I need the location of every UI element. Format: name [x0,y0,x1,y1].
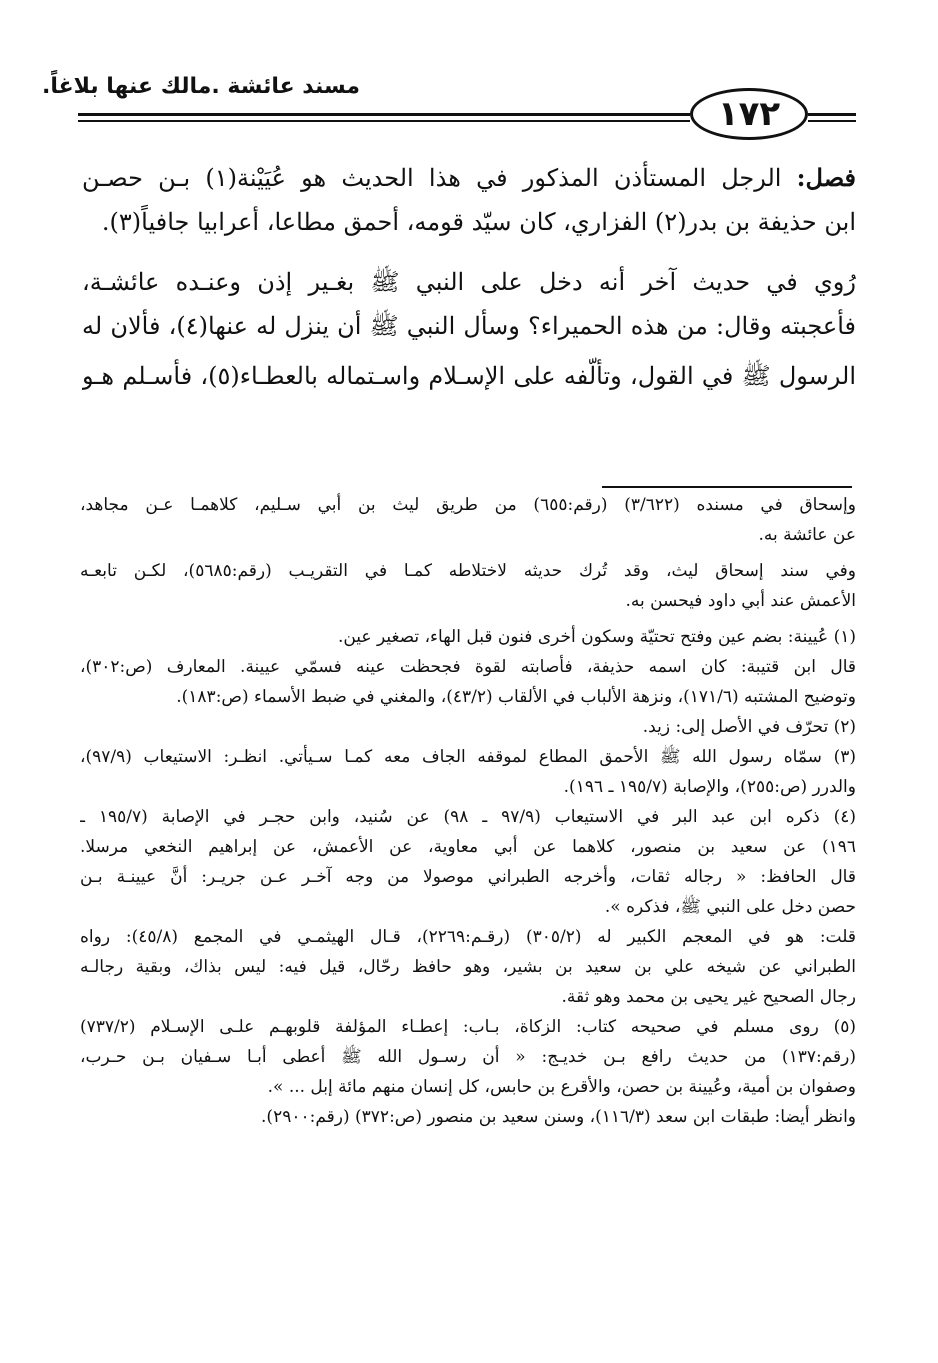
footnote-line: الطبراني عن شيخه علي بن سعيد بن بشير، وهو حافظ رحّال، قيل فيه: ليس بذاك، وبقية رجالـه [80,957,856,977]
footnote-line: حصن دخل على النبي ﷺ، فذكره ». [604,897,856,917]
footnote-line: وتوضيح المشتبه (١٧١/٦)، ونزهة الألباب في الألقاب (٤٣/٢)، والمغني في ضبط الأسماء (ص:١٨٣). [176,687,856,707]
page-number-badge [690,88,808,140]
header-rule-bottom [78,120,690,122]
header-rule-right-top [808,113,856,116]
header-rule-right-bottom [808,120,856,122]
main-text [82,156,856,398]
body-line: فصل: الرجل المستأذن المذكور في هذا الحديث هو عُيَيْنة(١) بـن حصـن [82,163,856,192]
running-header-title: مسند عائشة .مالك عنها بلاغاً. [41,74,360,99]
footnote-line: والدرر (ص:٢٥٥)، والإصابة (١٩٥/٧ ـ ١٩٦). [563,777,856,797]
footnote-line: قال الحافظ: « رجاله ثقات، وأخرجه الطبراني موصولا من وجه آخـر عـن جريـر: أنَّ عيينـة بـن [80,867,856,887]
footnote-line: عن عائشة به. [758,525,856,545]
footnote-line: وانظر أيضا: طبقات ابن سعد (١١٦/٣)، وسنن سعيد بن منصور (ص:٣٧٢) (رقم:٢٩٠٠). [261,1107,856,1127]
footnote-line: (٣) سمّاه رسول الله ﷺ الأحمق المطاع لموقفه الجاف معه كمـا سـيأتي. انظـر: الاستيعاب (٩٧/٩)، [80,747,856,767]
footnote-line: قال ابن قتيبة: كان اسمه حذيفة، فأصابته لقوة فجحظت عينه فسمّي عيينة. المعارف (ص:٣٠٢)، [80,657,856,677]
body-line: الرسول ﷺ في القول، وتألّفه على الإسـلام واسـتماله بالعطـاء(٥)، فأسـلم هـو [82,362,856,390]
footnote-line: قلت: هو في المعجم الكبير له (٣٠٥/٢) (رقـم:٢٢٦٩)، قـال الهيثمـي في المجمع (٤٥/٨): رواه [80,927,856,947]
header-rule-top [78,113,690,116]
footnote-line: رجال الصحيح غير يحيى بن محمد وهو ثقة. [561,987,856,1007]
body-line: رُوي في حديث آخر أنه دخل على النبي ﷺ بغـير إذن وعنـده عائشـة، [82,268,856,296]
footnote-line: وصفوان بن أمية، وعُيينة بن حصن، والأقرع بن حابس، كل إنسان منهم مائة إبل ... ». [267,1077,856,1097]
footnote-line: (٥) روى مسلم في صحيحه كتاب: الزكاة، بـاب: إعطـاء المؤلفة قلوبهـم علـى الإسـلام (٧٣٧/٢) [80,1017,856,1037]
footnote-line: (٤) ذكره ابن عبد البر في الاستيعاب (٩٧/٩ ـ ٩٨) عن سُنيد، وابن حجـر في الإصابة (١٩٥/٧ ـ [80,807,856,827]
footnote-line: الأعمش عند أبي داود فيحسن به. [625,591,856,611]
section-label: فصل: [796,163,856,192]
body-line: ابن حذيفة بن بدر(٢) الفزاري، كان سيّد قومه، أحمق مطاعا، أعرابيا جافياً(٣). [101,208,856,236]
footnote-line: (رقم:١٣٧) من حديث رافع بـن خديـج: « أن رسـول الله ﷺ أعطى أبـا سـفيان بـن حـرب، [80,1047,856,1067]
footnote-line: وإسحاق في مسنده (٣/٦٢٢) (رقم:٦٥٥) من طريق ليث بن أبي سـليم، كلاهمـا عـن مجاهد، [80,495,856,515]
footnote-line: ١٩٦) عن سعيد بن منصور، كلاهما عن أبي معاوية، عن الأعمش، عن إبراهيم النخعي مرسلا. [80,837,856,857]
page-number: ١٧٢ [717,94,781,134]
footnote-line: وفي سند إسحاق ليث، وقد تُرك حديثه لاختلاطه كمـا في التقريـب (رقم:٥٦٨٥)، لكـن تابعـه [80,561,856,581]
body-line: فأعجبته وقال: من هذه الحميراء؟ وسأل النبي ﷺ أن ينزل له عنها(٤)، فألان له [82,312,856,340]
footnote-line: (١) عُيينة: بضم عين وفتح تحتيّة وسكون أخرى فنون قبل الهاء، تصغير عين. [337,627,856,647]
footnote-line: (٢) تحرّف في الأصل إلى: زيد. [642,717,856,737]
footnotes [80,490,856,1132]
footnote-separator [602,486,852,488]
